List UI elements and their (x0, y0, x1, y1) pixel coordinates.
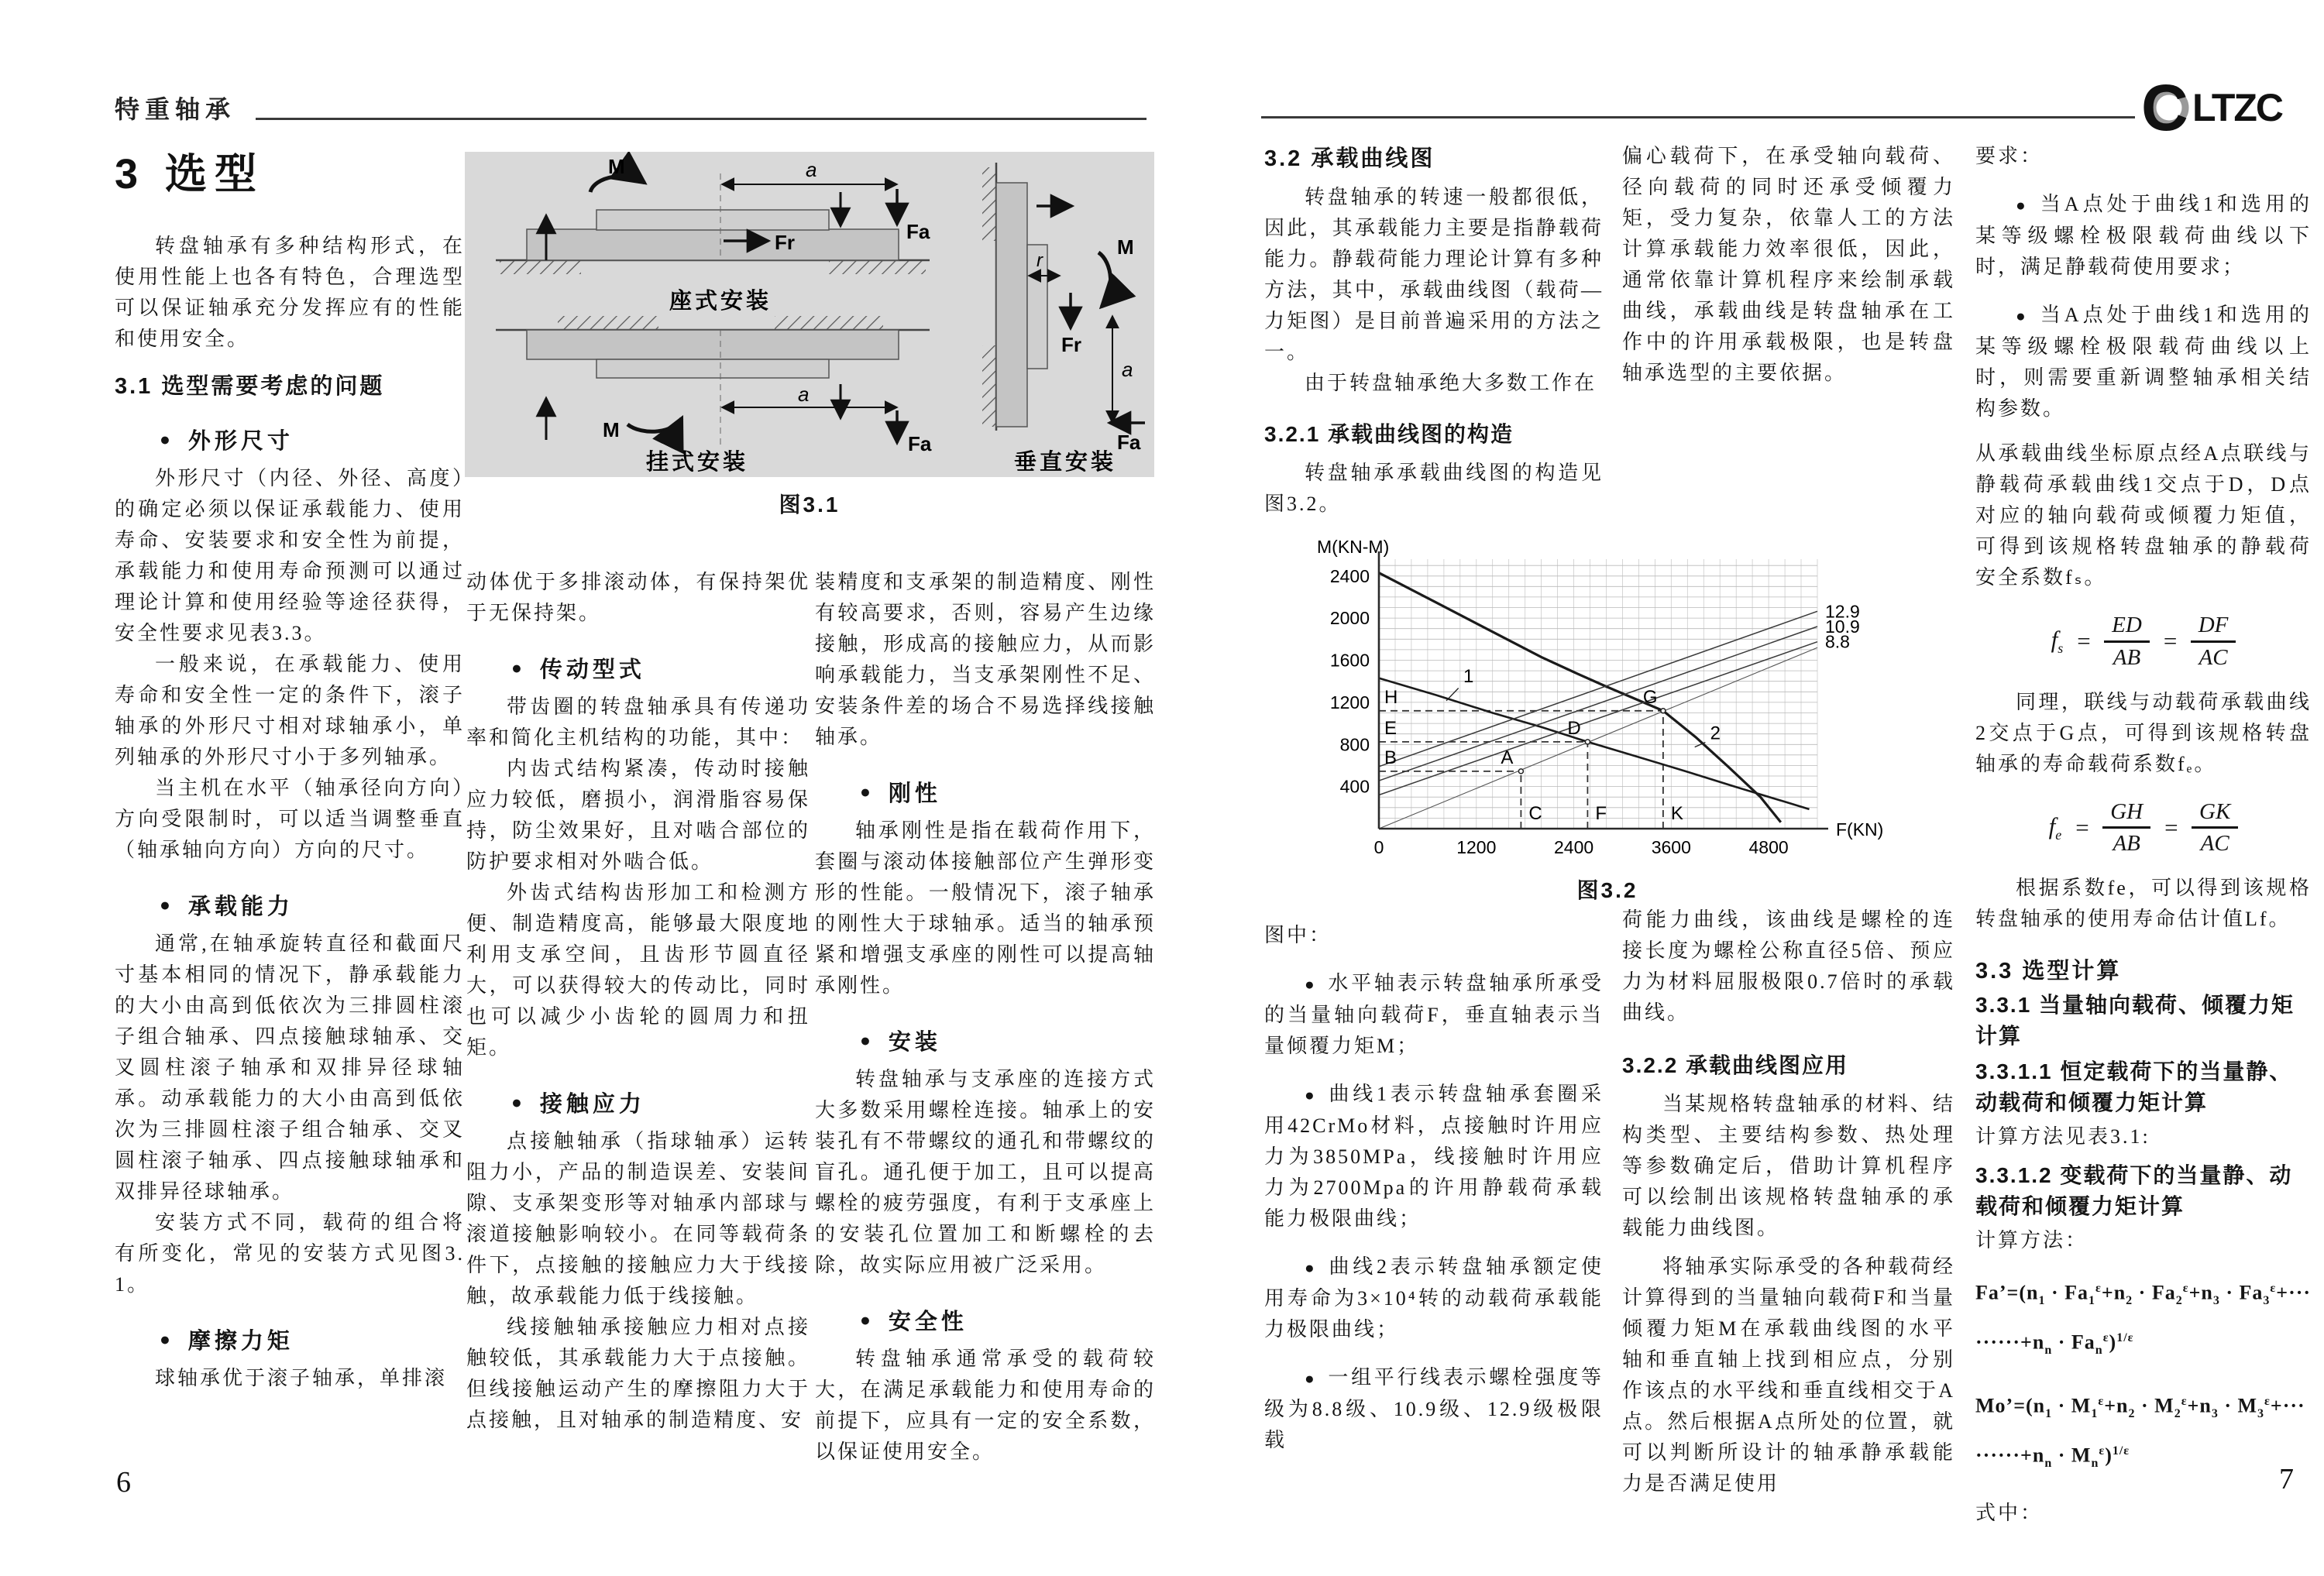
paragraph: 根据系数fe，可以得到该规格转盘轴承的使用寿命估计值Lf。 (1975, 877, 2312, 931)
feature-item-dimensions (160, 424, 465, 455)
left-col-3 (815, 567, 1156, 1468)
bolt-grade-8.8-label: 8.8 (1825, 631, 1850, 652)
page-number-right: 7 (2279, 1463, 2294, 1495)
paragraph: 转盘轴承承载曲线图的构造见图3.2。 (1264, 462, 1604, 515)
feature-item-safety (860, 1304, 1156, 1336)
header-rule-left (256, 118, 1147, 120)
denominator: AC (2200, 831, 2229, 857)
chart-legend-intro: 图中： (1264, 924, 1332, 946)
paragraph: 转盘轴承的转速一般都很低，因此，其承载能力主要是指静载荷能力。静载荷能力理论计算有多种方法，其中，承载曲线图（载荷—力矩图）是目前普遍采用的方法之一。 (1264, 186, 1604, 363)
formula-equivalent-moment: $Mo’=(n_1 \cdot M_1^\varepsilon+n_2 \cdot M_2^\varepsilon+n_3 \cdot M_3^\varepsilon+\cdot\cdot\cdot\cdot\cdot\cdot\cdot\cdot\cdot+n_n \cdot M_n^\varepsilon)^{1/\varepsilon}$ (1975, 1394, 2305, 1470)
paragraph: 点接触轴承（指球轴承）运转阻力小，产品的制造误差、安装间隙、支承架变形等对轴承内部球与滚道接触影响较小。在同等载荷条件下，点接触的接触应力大于线接触，故承载能力低于线接触。 (466, 1130, 810, 1307)
paragraph: 转盘轴承与支承座的连接方式大多数采用螺栓连接。轴承上的安装孔有不带螺纹的通孔和带螺纹的盲孔。通孔便于加工，且可以提高螺栓的疲劳强度，有利于支承座上的安装孔位置加工和断螺栓的去除，故实际应用被广泛采用。 (815, 1068, 1156, 1276)
point-label-A: A (1501, 747, 1514, 768)
curve-2-label: 2 (1710, 723, 1721, 744)
chart-legend-item (1264, 1079, 1604, 1234)
right-col-1-lower (1264, 920, 1604, 1456)
point-G (1661, 709, 1666, 713)
paragraph: 计算方法： (1975, 1229, 2089, 1252)
feature-label: 传动型式 (539, 658, 645, 682)
page-number-left: 6 (116, 1466, 131, 1499)
left-col-2 (466, 567, 810, 1436)
feature-label: 刚性 (888, 781, 941, 806)
bolt-grade-12.9 (1379, 611, 1817, 767)
label-a: a (1122, 358, 1133, 381)
point-label-G: G (1642, 686, 1658, 708)
heading-3-3: 3.3 选型计算 (1975, 959, 2122, 984)
load-ray (1379, 647, 1817, 829)
right-col-2-lower (1622, 905, 1955, 1499)
paragraph: 轴承刚性是指在载荷作用下，套圈与滚动体接触部位产生弹形变形的性能。一般情况下，滚子轴承的刚性大于球轴承。适当的轴承预紧和增强支承座的刚性可以提高轴承刚性。 (815, 819, 1156, 997)
right-col-3 (1975, 141, 2312, 1529)
formula-symbol: f (2048, 812, 2056, 840)
paragraph: 转盘轴承有多种结构形式，在使用性能上也各有特色，合理选型可以保证轴承充分发挥应有的性能和使用安全。 (115, 235, 465, 350)
axis-label-K: K (1670, 803, 1683, 824)
x-tick-label: 1200 (1456, 837, 1497, 857)
section-title: 3 选型 (115, 151, 265, 197)
feature-label: 安全性 (888, 1310, 968, 1334)
bullet-icon: ● (1305, 1369, 1318, 1388)
bullet-icon: ● (511, 658, 526, 678)
feature-item-rigidity (860, 776, 1156, 808)
seat-mount-diagram (496, 155, 930, 314)
fraction (2191, 612, 2236, 671)
paragraph: 计算方法见表3.1: (1975, 1125, 2150, 1149)
right-col-2 (1622, 141, 1955, 389)
paragraph: 将轴承实际承受的各种载荷经计算得到的当量轴向载荷F和当量倾覆力矩M在承载曲线图的水平轴和垂直轴上找到相应点，分别作该点的水平线和垂直线相交于A点。然后根据A点所处的位置，就可以判断所设计的轴承静承载能力是否满足使用 (1622, 1255, 1955, 1495)
bullet-icon: ● (160, 894, 174, 915)
heading-3-2: 3.2 承载曲线图 (1264, 146, 1435, 171)
paragraph: 荷能力曲线，该曲线是螺栓的连接长度为螺栓公称直径5倍、预应力为材料屈服极限0.7倍时的承载曲线。 (1622, 908, 1955, 1024)
figure-3-2-caption: 图3.2 (1576, 878, 1638, 902)
denominator: AB (2113, 831, 2140, 857)
label-moment: M (608, 155, 625, 178)
bullet-icon: ● (1305, 1258, 1318, 1277)
paragraph: 要求： (1975, 145, 2044, 167)
bullet-icon: ● (160, 1329, 174, 1349)
paragraph: 当某规格转盘轴承的材料、结构类型、主要结构参数、热处理等参数确定后，借助计算机程序可以绘制出该规格转盘轴承的承载能力曲线图。 (1622, 1093, 1955, 1239)
logo-letter-c: C (2141, 71, 2188, 139)
company-logo (2140, 71, 2318, 143)
paragraph: 同理，联线与动载荷承载曲线2交点于G点，可得到该规格转盘轴承的寿命载荷系数fₑ。 (1975, 690, 2312, 775)
heading-3-2-1: 3.2.1 承载曲线图的构造 (1264, 422, 1514, 446)
mounting-diagrams-svg (465, 152, 1154, 477)
y-tick-label: 800 (1339, 734, 1370, 755)
bullet-icon: ● (160, 429, 174, 449)
axis-label-C: C (1528, 803, 1542, 824)
paragraph: 外齿式结构齿形加工和检测方便、制造精度高，能够最大限度地利用支承空间，且齿形节圆直径大，可以获得较大的传动比，同时也可以减少小齿轮的圆周力和扭矩。 (466, 881, 810, 1059)
axis-label-F: F (1595, 803, 1607, 824)
feature-item-installation (860, 1025, 1156, 1056)
feature-item-contact-stress (511, 1087, 810, 1118)
denominator: AB (2113, 644, 2141, 670)
label-fa: Fa (906, 220, 930, 243)
label-r: r (1037, 250, 1043, 271)
chart-legend-item (1264, 968, 1604, 1062)
feature-label: 安装 (888, 1030, 941, 1055)
denominator: AC (2199, 644, 2228, 670)
point-A (1518, 769, 1523, 774)
bolt-grade-10.9-label: 10.9 (1825, 616, 1860, 637)
x-axis-label: F(KN) (1836, 819, 1884, 840)
paragraph: 式中： (1975, 1501, 2044, 1524)
feature-item-drive-type (511, 652, 810, 684)
bolt-grade-8.8 (1379, 642, 1817, 795)
label-fa: Fa (1117, 431, 1141, 454)
figure-3-2-load-curve-chart (1306, 539, 1909, 872)
bullet-icon: ● (860, 1310, 875, 1330)
static-limit-curve (1379, 573, 1781, 822)
label-moment: M (603, 418, 620, 441)
load-curve-chart-svg (1306, 539, 1909, 872)
chart-legend-item (1264, 1362, 1604, 1456)
legend-text: 一组平行线表示螺栓强度等级为8.8级、10.9级、12.9级极限载 (1264, 1366, 1604, 1451)
bullet-icon: ● (2016, 307, 2030, 325)
bullet-icon: ● (1305, 1086, 1318, 1104)
paragraph: 从承载曲线坐标原点经A点联线与静载荷承载曲线1交点于D，D点对应的轴向载荷或倾覆力矩值，可得到该规格转盘轴承的静载荷安全系数fₛ。 (1975, 442, 2312, 589)
hanging-mount-caption: 挂式安装 (645, 450, 749, 475)
bullet-icon: ● (511, 1092, 526, 1112)
legend-text: 水平轴表示转盘轴承所承受的当量轴向载荷F，垂直轴表示当量倾覆力矩M； (1264, 972, 1604, 1057)
x-tick-label: 3600 (1651, 837, 1691, 857)
seat-mount-caption: 座式安装 (669, 289, 772, 314)
bolt-grade-12.9-label: 12.9 (1825, 601, 1860, 622)
equals-sign: = (2074, 813, 2091, 841)
label-moment: M (1117, 235, 1134, 259)
feature-label: 外形尺寸 (187, 429, 294, 454)
formula-subscript: s (2058, 640, 2064, 657)
heading-3-1: 3.1 选型需要考虑的问题 (115, 374, 385, 399)
numerator: GH (2102, 798, 2150, 829)
y-tick-label: 2400 (1329, 565, 1370, 586)
legend-text: 曲线1表示转盘轴承套圈采用42CrMo材料，点接触时许用应力为3850MPa，线接触时许用应力为2700Mpa的许用静载荷承载能力极限曲线； (1264, 1083, 1604, 1230)
paragraph: 由于转盘轴承绝大多数工作在 (1305, 372, 1597, 394)
paragraph: 动体优于多排滚动体，有保持架优于无保持架。 (466, 571, 810, 624)
page-header-brand: 特重轴承 (115, 95, 236, 123)
equals-sign: = (2075, 627, 2092, 655)
legend-text: 曲线2表示转盘轴承额定使用寿命为3×10⁴转的动载荷承载能力极限曲线； (1264, 1255, 1604, 1341)
paragraph: 一般来说，在承载能力、使用寿命和安全性一定的条件下，滚子轴承的外形尺寸相对球轴承小，单列轴承的外形尺寸小于多列轴承。 (115, 653, 465, 768)
y-axis-label: M(KN-M) (1317, 539, 1390, 557)
formula-symbol: f (2051, 626, 2058, 654)
feature-item-load-capacity (160, 889, 465, 921)
bullet-icon: ● (860, 1030, 875, 1050)
fraction (2102, 798, 2150, 858)
label-a: a (806, 158, 817, 181)
axis-label-E: E (1384, 717, 1397, 739)
label-fr: Fr (775, 231, 795, 254)
paragraph: 外形尺寸（内径、外径、高度）的确定必须以保证承载能力、使用寿命、安装要求和安全性为前提，承载能力和使用寿命预测可以通过理论计算和使用经验等途径获得，安全性要求见表3.3。 (115, 467, 465, 644)
vertical-mount-caption: 垂直安装 (1013, 450, 1117, 475)
paragraph: 安装方式不同，载荷的组合将有所变化，常见的安装方式见图3.1。 (115, 1211, 465, 1296)
axis-label-B: B (1384, 747, 1397, 768)
left-col-1 (115, 231, 465, 1394)
bullet-icon: ● (860, 781, 875, 802)
x-tick-label: 4800 (1748, 837, 1789, 857)
curve-1-label: 1 (1463, 666, 1474, 687)
label-fa: Fa (908, 432, 932, 455)
feature-label: 承载能力 (187, 894, 294, 919)
paragraph: 内齿式结构紧凑，传动时接触应力较低，磨损小，润滑脂容易保持，防尘效果好，且对啮合部位的防护要求相对外啮合低。 (466, 757, 810, 873)
formula-lhs (2049, 812, 2062, 843)
condition-text: 当A点处于曲线1和选用的某等级螺栓极限载荷曲线以上时，则需要重新调整轴承相关结构参数。 (1975, 304, 2312, 420)
paragraph: 线接触轴承接触应力相对点接触较低，其承载能力大于点接触。但线接触运动产生的摩擦阻力大于点接触，且对轴承的制造精度、安 (466, 1316, 810, 1431)
figure-3-1-caption: 图3.1 (779, 493, 841, 517)
heading-3-3-1: 3.3.1 当量轴向载荷、倾覆力矩计算 (1975, 993, 2295, 1049)
numerator: GK (2192, 798, 2238, 829)
point-label-D: D (1567, 717, 1581, 739)
paragraph: 球轴承优于滚子轴承，单排滚 (155, 1367, 448, 1389)
fraction (2192, 798, 2238, 858)
right-col-1 (1264, 141, 1604, 520)
feature-label: 接触应力 (539, 1092, 645, 1117)
formula-subscript: e (2055, 826, 2062, 843)
chart-legend-item (1264, 1252, 1604, 1345)
logo-svg (2140, 71, 2318, 139)
formula-equivalent-axial-load: $Fa’=(n_1 \cdot Fa_1^\varepsilon+n_2 \cdot Fa_2^\varepsilon+n_3 \cdot Fa_3^\varepsilon+\cdot\cdot\cdot\cdot\cdot\cdot\cdot\cdot\cdot+n_n \cdot Fa_n^\varepsilon)^{1/\varepsilon}$ (1975, 1281, 2312, 1357)
fig32-svg-root (1306, 539, 1909, 872)
y-tick-label: 400 (1339, 776, 1370, 797)
x-tick-label: 2400 (1554, 837, 1594, 857)
point-D (1585, 740, 1590, 744)
bullet-icon: ● (1305, 975, 1318, 994)
formula-static-safety-factor (1975, 612, 2312, 671)
condition-item (1975, 300, 2312, 424)
numerator: ED (2104, 612, 2150, 643)
equals-sign: = (2163, 813, 2180, 841)
header-rule-right (1261, 116, 2135, 118)
vertical-mount-diagram (982, 163, 1145, 475)
paragraph: 通常,在轴承旋转直径和截面尺寸基本相同的情况下，静承载能力的大小由高到低依次为三排圆柱滚子组合轴承、四点接触球轴承、交叉圆柱滚子轴承和双排异径球轴承。动承载能力的大小由高到低依次为三排圆柱滚子组合轴承、交叉圆柱滚子轴承、四点接触球轴承和双排异径球轴承。 (115, 932, 465, 1203)
figure-3-1-mounting-diagrams (465, 152, 1154, 477)
formula-life-load-factor (1975, 798, 2312, 858)
x-tick-label: 0 (1373, 837, 1384, 857)
paragraph: 当主机在水平（轴承径向方向）方向受限制时，可以适当调整垂直（轴承轴向方向）方向的尺寸。 (115, 777, 465, 861)
label-a: a (798, 383, 810, 406)
equals-sign: = (2161, 627, 2178, 655)
bullet-icon: ● (2016, 196, 2030, 215)
label-fr: Fr (1061, 333, 1081, 356)
y-tick-label: 1600 (1329, 650, 1370, 671)
feature-label: 摩擦力矩 (187, 1329, 294, 1354)
paragraph: 装精度和支承架的制造精度、刚性有较高要求，否则，容易产生边缘接触，形成高的接触应力，从而影响承载能力，当支承架刚性不足、安装条件差的场合不易选择线接触轴承。 (815, 571, 1156, 748)
paragraph: 转盘轴承通常承受的载荷较大，在满足承载能力和使用寿命的前提下，应具有一定的安全系数，以保证使用安全。 (815, 1348, 1156, 1463)
y-tick-label: 1200 (1329, 692, 1370, 712)
fraction (2104, 612, 2150, 671)
heading-3-3-1-2: 3.3.1.2 变载荷下的当量静、动载荷和倾覆力矩计算 (1975, 1163, 2293, 1219)
feature-item-friction-torque (160, 1324, 465, 1355)
logo-letters: LTZC (2192, 86, 2283, 129)
numerator: DF (2191, 612, 2236, 643)
hanging-mount-diagram (496, 316, 932, 475)
paragraph: 偏心载荷下，在承受轴向载荷、径向载荷的同时还承受倾覆力矩，受力复杂，依靠人工的方法计算承载能力效率很低，因此，通常依靠计算机程序来绘制承载曲线，承载曲线是转盘轴承在工作中的许用承载极限，也是转盘轴承选型的主要依据。 (1622, 145, 1955, 384)
formula-lhs (2051, 626, 2064, 657)
heading-3-2-2: 3.2.2 承载曲线图应用 (1622, 1053, 1849, 1077)
y-tick-label: 2000 (1329, 608, 1370, 629)
axis-label-H: H (1384, 686, 1398, 708)
heading-3-3-1-1: 3.3.1.1 恒定载荷下的当量静、动载荷和倾覆力矩计算 (1975, 1059, 2293, 1115)
condition-text: 当A点处于曲线1和选用的某等级螺栓极限载荷曲线以下时，满足静载荷使用要求； (1975, 193, 2312, 278)
condition-item (1975, 189, 2312, 283)
paragraph: 带齿圈的转盘轴承具有传递功率和简化主机结构的功能，其中： (466, 695, 810, 749)
